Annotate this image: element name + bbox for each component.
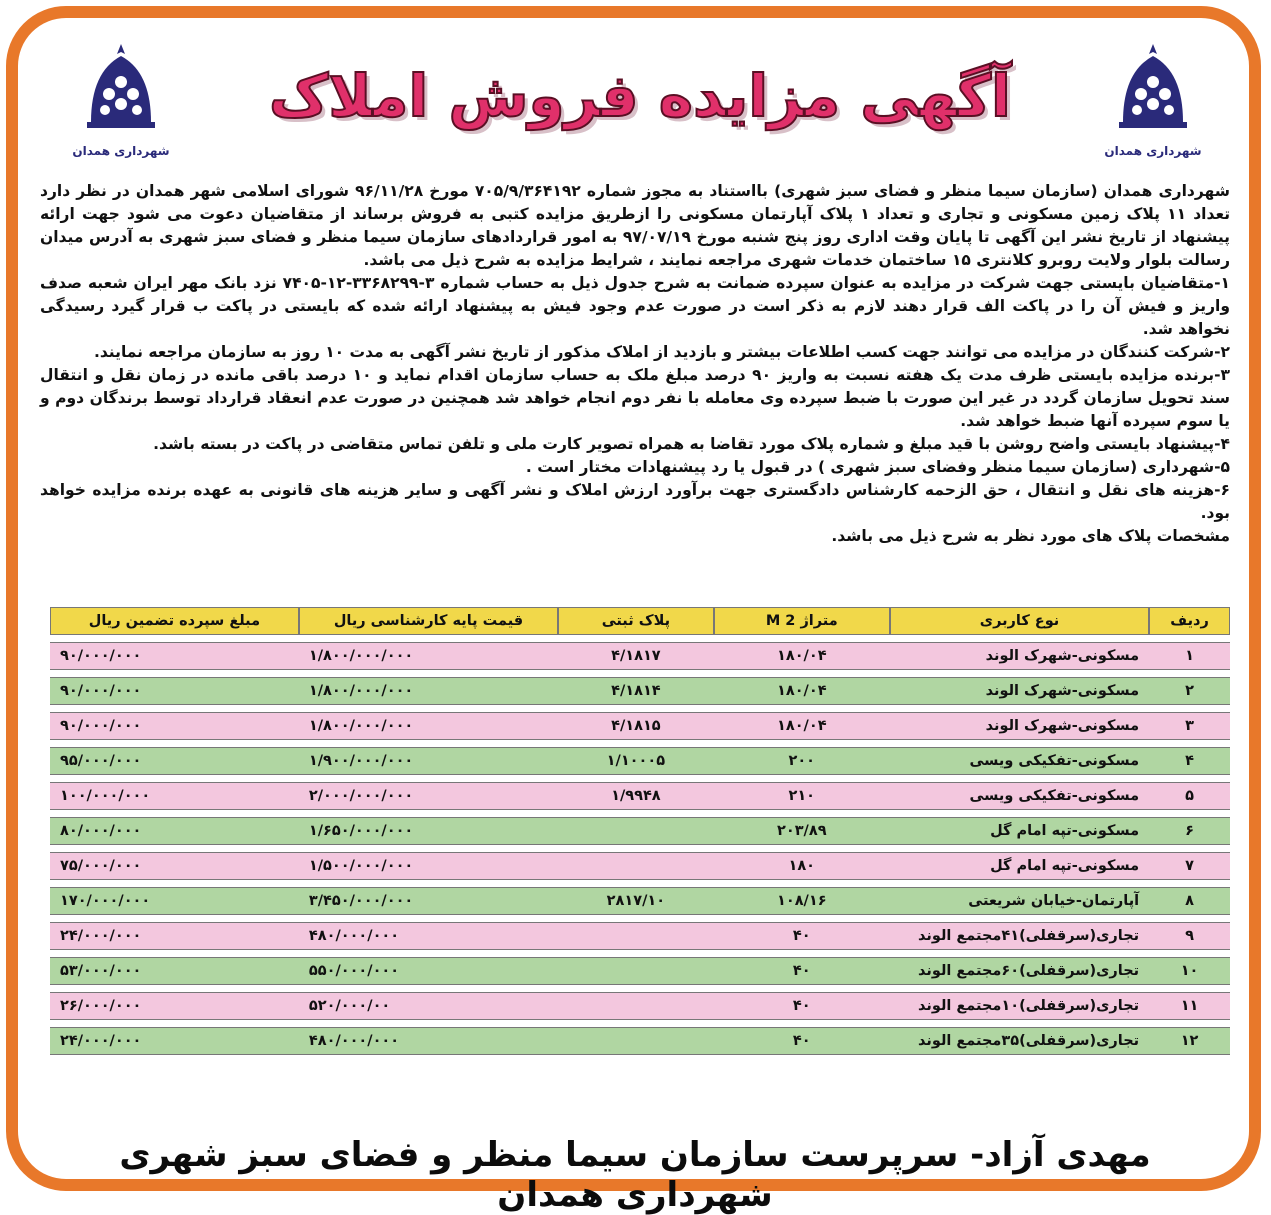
table-header-row [50, 607, 1230, 635]
clause-4: ۴-پیشنهاد بایستی واضح روشن با قید مبلغ و شماره پلاک مورد تقاضا به همراه تصویر کارت ملی و تلفن تماس متقاضی در پاکت در بسته باشد. [153, 435, 1230, 453]
cell-plak [558, 957, 714, 985]
table-row [50, 992, 1230, 1020]
cell-plak: ۴/۱۸۱۵ [558, 712, 714, 740]
municipality-logo-left [66, 42, 176, 172]
cell-use: مسکونی-شهرک الوند [890, 642, 1149, 670]
cell-deposit: ۹۰/۰۰۰/۰۰۰ [50, 677, 299, 705]
cell-deposit: ۲۴/۰۰۰/۰۰۰ [50, 922, 299, 950]
cell-deposit: ۲۴/۰۰۰/۰۰۰ [50, 1027, 299, 1055]
cell-area: ۱۸۰/۰۴ [714, 712, 890, 740]
cell-area: ۱۸۰/۰۴ [714, 642, 890, 670]
cell-area: ۱۸۰ [714, 852, 890, 880]
cell-area: ۲۰۳/۸۹ [714, 817, 890, 845]
cell-deposit: ۹۰/۰۰۰/۰۰۰ [50, 712, 299, 740]
cell-base: ۱/۹۰۰/۰۰۰/۰۰۰ [299, 747, 558, 775]
table-row [50, 1027, 1230, 1055]
page-title: آگهی مزایده فروش املاک [269, 62, 1011, 130]
logo-caption: شهرداری همدان [1104, 144, 1202, 158]
cell-idx: ۹ [1149, 922, 1230, 950]
cell-idx: ۱۰ [1149, 957, 1230, 985]
header-use: نوع کاربری [890, 607, 1149, 635]
cell-base: ۲/۰۰۰/۰۰۰/۰۰۰ [299, 782, 558, 810]
cell-deposit: ۹۵/۰۰۰/۰۰۰ [50, 747, 299, 775]
cell-use: مسکونی-شهرک الوند [890, 712, 1149, 740]
cell-idx: ۲ [1149, 677, 1230, 705]
table-row [50, 887, 1230, 915]
dome-logo-icon [81, 42, 161, 142]
cell-plak: ۴/۱۸۱۷ [558, 642, 714, 670]
cell-plak: ۱/۱۰۰۰۵ [558, 747, 714, 775]
cell-base: ۱/۸۰۰/۰۰۰/۰۰۰ [299, 712, 558, 740]
table-row [50, 782, 1230, 810]
cell-idx: ۸ [1149, 887, 1230, 915]
cell-use: مسکونی-تفکیکی ویسی [890, 747, 1149, 775]
table-row [50, 922, 1230, 950]
cell-idx: ۷ [1149, 852, 1230, 880]
table-row [50, 957, 1230, 985]
cell-deposit: ۸۰/۰۰۰/۰۰۰ [50, 817, 299, 845]
table-row [50, 817, 1230, 845]
cell-area: ۱۸۰/۰۴ [714, 677, 890, 705]
cell-area: ۴۰ [714, 992, 890, 1020]
cell-base: ۱/۸۰۰/۰۰۰/۰۰۰ [299, 677, 558, 705]
cell-base: ۵۲۰/۰۰۰/۰۰ [299, 992, 558, 1020]
cell-base: ۳/۴۵۰/۰۰۰/۰۰۰ [299, 887, 558, 915]
signature-line: مهدی آزاد- سرپرست سازمان سیما منظر و فضای سبز شهری شهرداری همدان [119, 1135, 1151, 1215]
cell-idx: ۵ [1149, 782, 1230, 810]
cell-area: ۲۱۰ [714, 782, 890, 810]
cell-base: ۴۸۰/۰۰۰/۰۰۰ [299, 922, 558, 950]
cell-area: ۴۰ [714, 922, 890, 950]
table-row [50, 677, 1230, 705]
cell-deposit: ۱۷۰/۰۰۰/۰۰۰ [50, 887, 299, 915]
cell-deposit: ۵۳/۰۰۰/۰۰۰ [50, 957, 299, 985]
cell-base: ۵۵۰/۰۰۰/۰۰۰ [299, 957, 558, 985]
clause-1: ۱-متقاضیان بایستی جهت شرکت در مزایده به عنوان سپرده ضمانت به شرح جدول ذیل به حساب شماره ۳-۳۳۶۸۲۹۹-۱۲-۷۴۰۵ نزد بانک مهر ایران شعبه صدف واریز و فیش آن را در پاکت الف قرار دهند لازم به ذکر است در صورت عدم وجود فیش به پیشنهاد ارائه شده که بایستی در پاکت ب قرار گیرد رسیدگی نخواهد شد. [40, 274, 1230, 338]
cell-plak [558, 852, 714, 880]
cell-idx: ۶ [1149, 817, 1230, 845]
cell-idx: ۱ [1149, 642, 1230, 670]
cell-plak [558, 922, 714, 950]
cell-use: مسکونی-شهرک الوند [890, 677, 1149, 705]
cell-use: مسکونی-تپه امام گل [890, 817, 1149, 845]
cell-use: تجاری(سرقفلی)۳۵مجتمع الوند [890, 1027, 1149, 1055]
properties-table [50, 600, 1230, 1062]
ad-body [40, 180, 1230, 548]
clause-2: ۲-شرکت کنندگان در مزایده می توانند جهت کسب اطلاعات بیشتر و بازدید از املاک مذکور از تاریخ نشر آگهی به مدت ۱۰ روز به سازمان مراجعه نمایند. [93, 343, 1230, 361]
spec-line: مشخصات پلاک های مورد نظر به شرح ذیل می باشد. [831, 527, 1230, 545]
header-plak: پلاک ثبتی [558, 607, 714, 635]
cell-use: تجاری(سرقفلی)۴۱مجتمع الوند [890, 922, 1149, 950]
cell-idx: ۱۱ [1149, 992, 1230, 1020]
table-row [50, 747, 1230, 775]
cell-use: مسکونی-تپه امام گل [890, 852, 1149, 880]
clause-6: ۶-هزینه های نقل و انتقال ، حق الزحمه کارشناس دادگستری جهت برآورد ارزش املاک و نشر آگهی و سایر هزینه های قانونی به عهده برنده مزایده خواهد بود. [40, 481, 1230, 522]
cell-plak: ۴/۱۸۱۴ [558, 677, 714, 705]
cell-use: آپارتمان-خیابان شریعتی [890, 887, 1149, 915]
clause-3: ۳-برنده مزایده بایستی ظرف مدت یک هفته نسبت به واریز ۹۰ درصد مبلغ ملک به حساب سازمان اقدام نماید و ۱۰ درصد باقی مانده در زمان نقل و انتقال سند تحویل سازمان گردد در غیر این صورت با ضبط سپرده وی معامله با نفر دوم انجام خواهد شد همچنین در صورت عدم انعقاد قرارداد توسط برندگان دوم و یا سوم سپرده آنها ضبط خواهد شد. [40, 366, 1230, 430]
cell-use: تجاری(سرقفلی)۶۰مجتمع الوند [890, 957, 1149, 985]
table-row [50, 642, 1230, 670]
cell-use: مسکونی-تفکیکی ویسی [890, 782, 1149, 810]
cell-deposit: ۹۰/۰۰۰/۰۰۰ [50, 642, 299, 670]
cell-base: ۱/۸۰۰/۰۰۰/۰۰۰ [299, 642, 558, 670]
cell-base: ۱/۵۰۰/۰۰۰/۰۰۰ [299, 852, 558, 880]
municipality-logo-right [1098, 42, 1208, 172]
cell-plak: ۲۸۱۷/۱۰ [558, 887, 714, 915]
cell-deposit: ۱۰۰/۰۰۰/۰۰۰ [50, 782, 299, 810]
cell-deposit: ۲۶/۰۰۰/۰۰۰ [50, 992, 299, 1020]
cell-area: ۴۰ [714, 1027, 890, 1055]
cell-area: ۱۰۸/۱۶ [714, 887, 890, 915]
cell-area: ۴۰ [714, 957, 890, 985]
header-base-price: قیمت پایه کارشناسی ریال [299, 607, 558, 635]
dome-logo-icon [1113, 42, 1193, 142]
cell-base: ۱/۶۵۰/۰۰۰/۰۰۰ [299, 817, 558, 845]
logo-caption: شهرداری همدان [72, 144, 170, 158]
cell-plak [558, 1027, 714, 1055]
cell-idx: ۱۲ [1149, 1027, 1230, 1055]
cell-use: تجاری(سرقفلی)۱۰مجتمع الوند [890, 992, 1149, 1020]
header-area: متراژ M 2 [714, 607, 890, 635]
intro-paragraph: شهرداری همدان (سازمان سیما منظر و فضای سبز شهری) بااستناد به مجوز شماره ۷۰۵/۹/۳۶۴۱۹۲ مورخ ۹۶/۱۱/۲۸ شورای اسلامی شهر همدان در نظر دارد تعداد ۱۱ پلاک زمین مسکونی و تجاری و تعداد ۱ پلاک آپارتمان مسکونی را ازطریق مزایده کتبی به فروش برساند از متقاضیان دعوت می شود جهت ارائه پیشنهاد از تاریخ نشر این آگهی تا پایان وقت اداری روز پنج شنبه مورخ ۹۷/۰۷/۱۹ به امور قراردادهای سازمان سیما منظر و فضای سبز شهری به آدرس میدان رسالت بلوار ولایت روبرو کلانتری ۱۵ ساختمان خدمات شهری مراجعه نمایند ، شرایط مزایده به شرح ذیل می باشد. [40, 182, 1231, 269]
cell-plak [558, 817, 714, 845]
cell-deposit: ۷۵/۰۰۰/۰۰۰ [50, 852, 299, 880]
cell-base: ۴۸۰/۰۰۰/۰۰۰ [299, 1027, 558, 1055]
cell-plak [558, 992, 714, 1020]
cell-plak: ۱/۹۹۴۸ [558, 782, 714, 810]
table-row [50, 852, 1230, 880]
cell-area: ۲۰۰ [714, 747, 890, 775]
cell-idx: ۴ [1149, 747, 1230, 775]
header-deposit: مبلغ سپرده تضمین ریال [50, 607, 299, 635]
clause-5: ۵-شهرداری (سازمان سیما منظر وفضای سبز شهری ) در قبول یا رد پیشنهادات مختار است . [525, 458, 1230, 476]
header-idx: ردیف [1149, 607, 1230, 635]
cell-idx: ۳ [1149, 712, 1230, 740]
table-row [50, 712, 1230, 740]
